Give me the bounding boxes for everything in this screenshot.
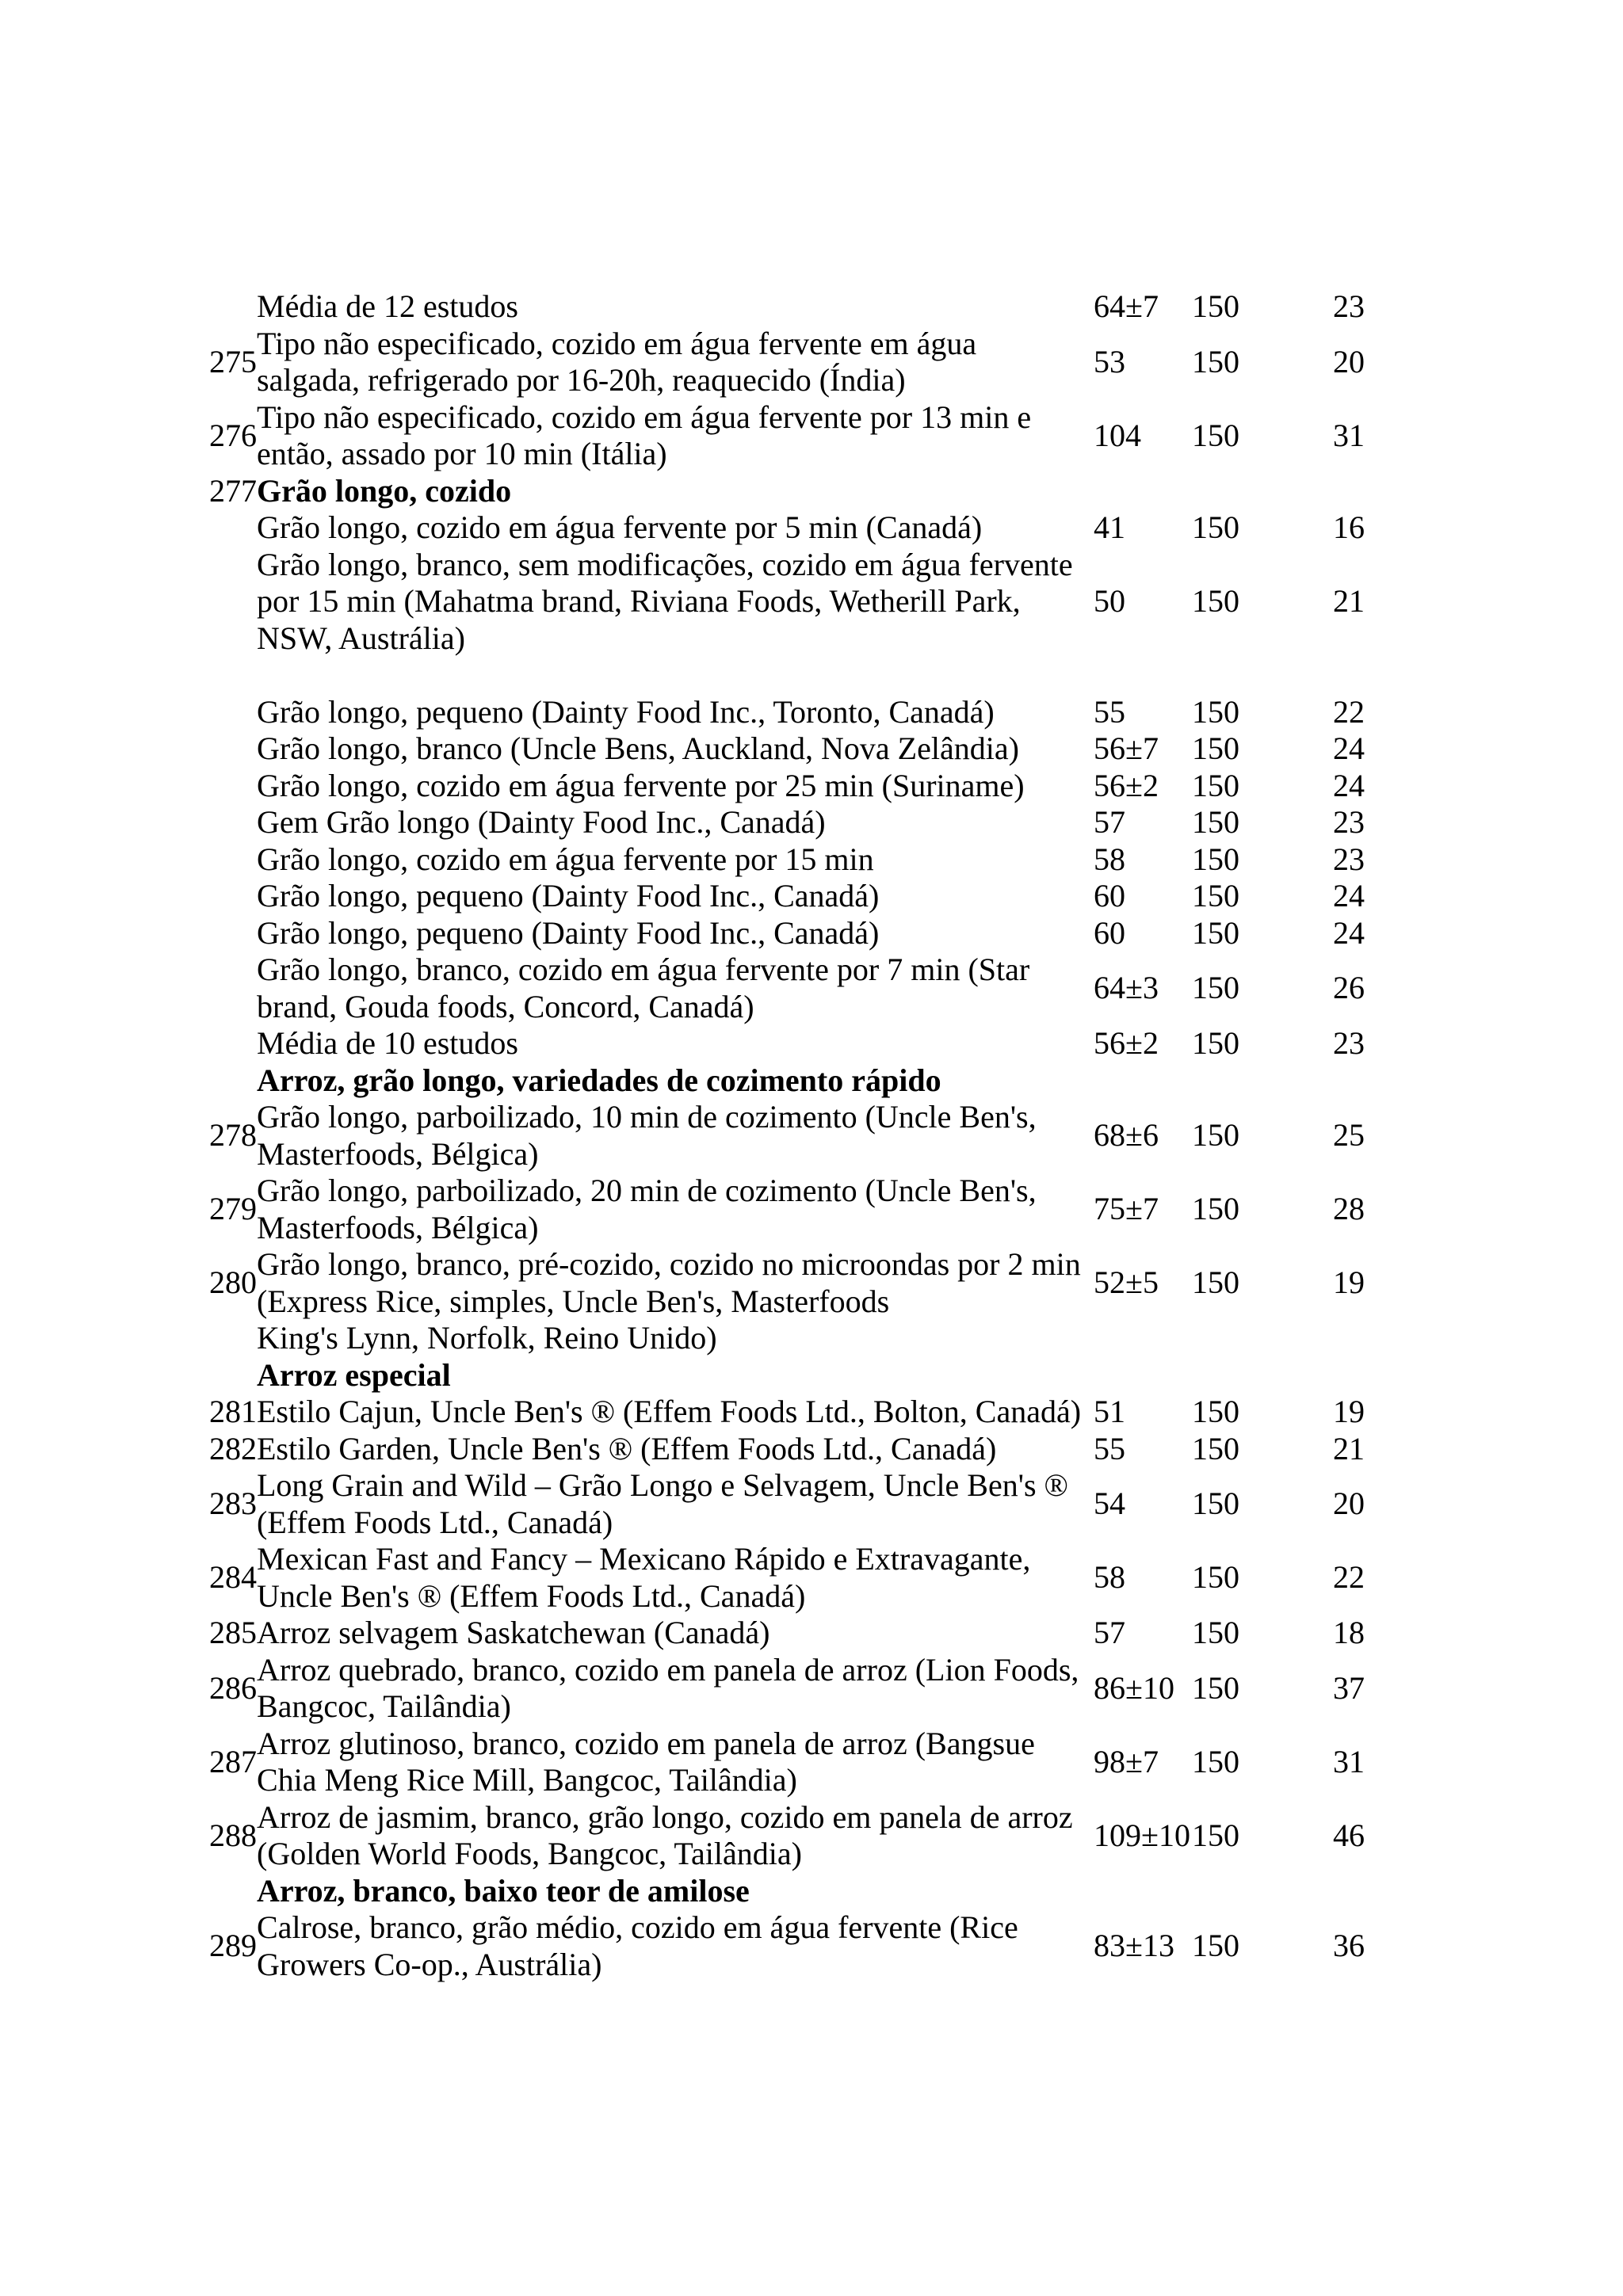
description-line: então, assado por 10 min (Itália)	[257, 436, 667, 471]
row-number: 280	[209, 1264, 257, 1301]
description-line: Chia Meng Rice Mill, Bangcoc, Tailândia)	[257, 1762, 797, 1798]
serving-size: 150	[1192, 1928, 1239, 1964]
carb-value: 26	[1333, 970, 1365, 1006]
description-line: Grão longo, cozido em água fervente por 15 min	[257, 841, 874, 877]
serving-size: 150	[1192, 1615, 1239, 1650]
food-description	[257, 1541, 1094, 1615]
gi-value: 50	[1094, 583, 1125, 619]
description-line: Gem Grão longo (Dainty Food Inc., Canadá)	[257, 804, 826, 840]
description-line: Bangcoc, Tailândia)	[257, 1688, 511, 1724]
row-number: 281	[209, 1394, 257, 1429]
section-heading	[198, 473, 1365, 510]
section-heading	[198, 1873, 1365, 1910]
food-description	[257, 1025, 1094, 1062]
gi-value: 64±7	[1094, 288, 1159, 324]
gi-value: 56±2	[1094, 1025, 1159, 1061]
carb-value: 19	[1333, 1264, 1365, 1301]
description-line: (Golden World Foods, Bangcoc, Tailândia)	[257, 1836, 802, 1871]
carb-value: 31	[1333, 417, 1365, 453]
food-description	[257, 1652, 1094, 1726]
table-row	[198, 915, 1365, 952]
gi-value: 53	[1094, 343, 1125, 379]
description-line: Estilo Garden, Uncle Ben's ® (Effem Foods Ltd., Canadá)	[257, 1430, 997, 1466]
description-line: Grão longo, branco (Uncle Bens, Auckland, Nova Zelândia)	[257, 730, 1019, 766]
carb-value: 19	[1333, 1394, 1365, 1429]
gi-value: 86±10	[1094, 1669, 1174, 1706]
description-line: (Effem Foods Ltd., Canadá)	[257, 1504, 613, 1540]
carb-value: 21	[1333, 583, 1365, 619]
food-description	[257, 1320, 1094, 1357]
table-row	[198, 841, 1365, 879]
table-row	[198, 399, 1365, 473]
description-line: Arroz de jasmim, branco, grão longo, cozido em panela de arroz	[257, 1798, 1073, 1835]
carb-value: 23	[1333, 1025, 1365, 1061]
table-row	[198, 547, 1365, 658]
description-line: Grão longo, parboilizado, 10 min de cozimento (Uncle Ben's,	[257, 1099, 1037, 1135]
food-description	[257, 694, 1094, 731]
table-row	[198, 804, 1365, 841]
table-row	[198, 878, 1365, 915]
description-line: por 15 min (Mahatma brand, Riviana Foods, Wetherill Park,	[257, 583, 1021, 619]
table-row	[198, 1173, 1365, 1246]
serving-size: 150	[1192, 1025, 1239, 1061]
row-number: 285	[209, 1615, 257, 1650]
serving-size: 150	[1192, 914, 1239, 951]
serving-size: 150	[1192, 878, 1239, 913]
table-row	[198, 768, 1365, 805]
table-row	[198, 1099, 1365, 1173]
serving-size: 150	[1192, 767, 1239, 803]
food-description	[257, 399, 1094, 473]
summary-row	[198, 288, 1365, 326]
row-number: 286	[209, 1669, 257, 1706]
gi-value: 55	[1094, 1430, 1125, 1466]
carb-value: 23	[1333, 804, 1365, 840]
table-row	[198, 1246, 1365, 1320]
gi-value: 57	[1094, 1615, 1125, 1650]
serving-size: 150	[1192, 804, 1239, 840]
description-line: Grão longo, pequeno (Dainty Food Inc., Canadá)	[257, 878, 880, 913]
heading-line: Arroz, grão longo, variedades de cozimento rápido	[257, 1062, 941, 1098]
heading-line: Arroz, branco, baixo teor de amilose	[257, 1872, 750, 1909]
table-row	[198, 1394, 1365, 1431]
carb-value: 22	[1333, 1559, 1365, 1596]
food-description	[257, 1615, 1094, 1652]
row-number: 287	[209, 1743, 257, 1779]
carb-value: 21	[1333, 1430, 1365, 1466]
table-row	[198, 1909, 1365, 1983]
table-row	[198, 509, 1365, 547]
description-line: Arroz selvagem Saskatchewan (Canadá)	[257, 1615, 770, 1650]
rice-glycemic-index-table	[198, 288, 1365, 1983]
food-description	[257, 509, 1094, 547]
row-number: 284	[209, 1559, 257, 1596]
gi-value: 54	[1094, 1486, 1125, 1522]
gi-value: 52±5	[1094, 1264, 1159, 1301]
serving-size: 150	[1192, 509, 1239, 545]
gi-value: 60	[1094, 914, 1125, 951]
serving-size: 150	[1192, 1394, 1239, 1429]
carb-value: 24	[1333, 914, 1365, 951]
gi-value: 60	[1094, 878, 1125, 913]
description-line: Grão longo, branco, cozido em água fervente por 7 min (Star	[257, 952, 1030, 987]
serving-size: 150	[1192, 1430, 1239, 1466]
gi-value: 58	[1094, 841, 1125, 877]
section-heading	[198, 1357, 1365, 1394]
description-line: Arroz glutinoso, branco, cozido em panela de arroz (Bangsue	[257, 1725, 1035, 1761]
description-line: Tipo não especificado, cozido em água fervente em água	[257, 325, 977, 361]
food-description	[257, 1431, 1094, 1468]
gi-value: 56±7	[1094, 730, 1159, 766]
description-line: Estilo Cajun, Uncle Ben's ® (Effem Foods Ltd., Bolton, Canadá)	[257, 1394, 1082, 1429]
carb-value: 28	[1333, 1191, 1365, 1227]
blank-line	[198, 657, 1365, 694]
table-row	[198, 1799, 1365, 1873]
carb-value: 37	[1333, 1669, 1365, 1706]
food-description	[257, 326, 1094, 399]
description-line: Calrose, branco, grão médio, cozido em água fervente (Rice	[257, 1909, 1018, 1945]
row-number: 275	[209, 343, 257, 379]
table-row	[198, 694, 1365, 731]
description-line: Tipo não especificado, cozido em água fervente por 13 min e	[257, 399, 1032, 435]
food-description	[257, 1799, 1094, 1873]
food-description	[257, 1726, 1094, 1799]
table-row	[198, 1541, 1365, 1615]
gi-value: 83±13	[1094, 1928, 1174, 1964]
food-description	[257, 288, 1094, 326]
row-number: 282	[209, 1430, 257, 1466]
gi-value: 57	[1094, 804, 1125, 840]
food-description	[257, 841, 1094, 879]
gi-value: 55	[1094, 693, 1125, 730]
food-description	[257, 952, 1094, 1025]
food-description	[257, 915, 1094, 952]
carb-value: 31	[1333, 1743, 1365, 1779]
table-row	[198, 1431, 1365, 1468]
section-heading-text	[257, 1357, 1094, 1394]
serving-size: 150	[1192, 841, 1239, 877]
carb-value: 24	[1333, 878, 1365, 913]
serving-size: 150	[1192, 1743, 1239, 1779]
description-line: Grão longo, pequeno (Dainty Food Inc., Toronto, Canadá)	[257, 693, 995, 730]
table-row	[198, 1467, 1365, 1541]
heading-line: Arroz especial	[257, 1356, 451, 1393]
description-line: Grão longo, branco, pré-cozido, cozido no microondas por 2 min	[257, 1246, 1081, 1282]
carb-value: 25	[1333, 1117, 1365, 1154]
section-heading	[198, 1062, 1365, 1100]
carb-value: 46	[1333, 1817, 1365, 1853]
serving-size: 150	[1192, 343, 1239, 379]
section-heading-text	[257, 1062, 1094, 1100]
table-row	[198, 1652, 1365, 1726]
table-row	[198, 730, 1365, 768]
table-row	[198, 1726, 1365, 1799]
description-line: Grão longo, branco, sem modificações, cozido em água fervente	[257, 546, 1073, 582]
food-description	[257, 804, 1094, 841]
serving-size: 150	[1192, 288, 1239, 324]
table-row	[198, 1615, 1365, 1652]
food-description	[257, 1173, 1094, 1246]
carb-value: 23	[1333, 841, 1365, 877]
food-description	[257, 1246, 1094, 1320]
description-line: Uncle Ben's ® (Effem Foods Ltd., Canadá)	[257, 1577, 806, 1614]
section-heading-text	[257, 473, 1094, 510]
description-line: Média de 10 estudos	[257, 1025, 518, 1061]
serving-size: 150	[1192, 730, 1239, 766]
description-line: Média de 12 estudos	[257, 288, 518, 324]
continuation-row	[198, 1320, 1365, 1357]
gi-value: 51	[1094, 1394, 1125, 1429]
serving-size: 150	[1192, 1817, 1239, 1853]
description-line: (Express Rice, simples, Uncle Ben's, Masterfoods	[257, 1283, 890, 1319]
serving-size: 150	[1192, 583, 1239, 619]
serving-size: 150	[1192, 417, 1239, 453]
serving-size: 150	[1192, 1191, 1239, 1227]
serving-size: 150	[1192, 1264, 1239, 1301]
summary-row	[198, 1025, 1365, 1062]
carb-value: 23	[1333, 288, 1365, 324]
row-number: 289	[209, 1928, 257, 1964]
description-line: Growers Co-op., Austrália)	[257, 1946, 602, 1982]
carb-value: 18	[1333, 1615, 1365, 1650]
description-line: Grão longo, parboilizado, 20 min de cozimento (Uncle Ben's,	[257, 1173, 1037, 1208]
description-line: Grão longo, cozido em água fervente por 5 min (Canadá)	[257, 509, 983, 545]
description-line: King's Lynn, Norfolk, Reino Unido)	[257, 1320, 717, 1356]
row-number: 278	[209, 1117, 257, 1154]
serving-size: 150	[1192, 1117, 1239, 1154]
food-description	[257, 1467, 1094, 1541]
food-description	[257, 1394, 1094, 1431]
carb-value: 16	[1333, 509, 1365, 545]
food-description	[257, 1099, 1094, 1173]
carb-value: 24	[1333, 767, 1365, 803]
gi-value: 109±10	[1094, 1817, 1190, 1853]
serving-size: 150	[1192, 1486, 1239, 1522]
carb-value: 36	[1333, 1928, 1365, 1964]
row-number: 279	[209, 1191, 257, 1227]
heading-line: Grão longo, cozido	[257, 472, 512, 509]
row-number: 283	[209, 1486, 257, 1522]
gi-value: 56±2	[1094, 767, 1159, 803]
carb-value: 24	[1333, 730, 1365, 766]
section-heading-text	[257, 1873, 1094, 1910]
carb-value: 22	[1333, 693, 1365, 730]
serving-size: 150	[1192, 693, 1239, 730]
serving-size: 150	[1192, 970, 1239, 1006]
description-line: Masterfoods, Bélgica)	[257, 1209, 539, 1245]
gi-value: 58	[1094, 1559, 1125, 1596]
description-line: Mexican Fast and Fancy – Mexicano Rápido e Extravagante,	[257, 1541, 1031, 1577]
serving-size: 150	[1192, 1559, 1239, 1596]
food-description	[257, 547, 1094, 658]
carb-value: 20	[1333, 1486, 1365, 1522]
description-line: Long Grain and Wild – Grão Longo e Selvagem, Uncle Ben's ®	[257, 1467, 1068, 1503]
serving-size: 150	[1192, 1669, 1239, 1706]
description-line: Masterfoods, Bélgica)	[257, 1135, 539, 1172]
table-row	[198, 952, 1365, 1025]
description-line: NSW, Austrália)	[257, 620, 465, 656]
gi-value: 64±3	[1094, 970, 1159, 1006]
gi-value: 98±7	[1094, 1743, 1159, 1779]
gi-value: 75±7	[1094, 1191, 1159, 1227]
description-line: brand, Gouda foods, Concord, Canadá)	[257, 988, 754, 1024]
description-line: salgada, refrigerado por 16-20h, reaquecido (Índia)	[257, 362, 906, 398]
food-description	[257, 878, 1094, 915]
row-number: 276	[209, 417, 257, 453]
food-description	[257, 730, 1094, 768]
gi-value: 104	[1094, 417, 1141, 453]
row-number: 277	[209, 472, 257, 509]
gi-value: 41	[1094, 509, 1125, 545]
carb-value: 20	[1333, 343, 1365, 379]
row-number: 288	[209, 1817, 257, 1853]
description-line: Arroz quebrado, branco, cozido em panela de arroz (Lion Foods,	[257, 1651, 1079, 1688]
food-description	[257, 1909, 1094, 1983]
description-line: Grão longo, pequeno (Dainty Food Inc., Canadá)	[257, 914, 880, 951]
food-description	[257, 768, 1094, 805]
description-line: Grão longo, cozido em água fervente por 25 min (Suriname)	[257, 767, 1025, 803]
table-row	[198, 326, 1365, 399]
gi-value: 68±6	[1094, 1117, 1159, 1154]
